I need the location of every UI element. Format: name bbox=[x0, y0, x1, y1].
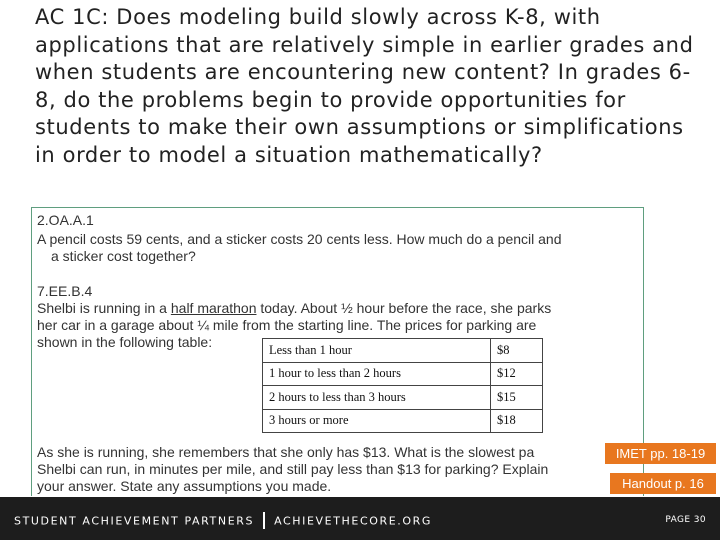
duration-cell: 1 hour to less than 2 hours bbox=[263, 362, 491, 386]
slide-title: AC 1C: Does modeling build slowly across K-8, with applications that are relatively simple in earlier grades and when students are encountering new content? In grades 6-8, do the problems begin to provide opportunities for students to make their own assumptions or simplifications in order to model a situation mathematically? bbox=[35, 5, 694, 167]
problem-2-line-1-start: Shelbi is running in a bbox=[37, 300, 171, 316]
problem-2-question bbox=[37, 444, 637, 495]
problem-1-line-1: A pencil costs 59 cents, and a sticker costs 20 cents less. How much do a pencil and bbox=[37, 231, 562, 247]
problem-1-text bbox=[37, 231, 647, 265]
question-line-2: Shelbi can run, in minutes per mile, and still pay less than $13 for parking? Explain bbox=[37, 461, 549, 477]
price-cell: $12 bbox=[491, 362, 543, 386]
price-cell: $8 bbox=[491, 339, 543, 363]
table-row bbox=[263, 409, 543, 433]
brand-url: ACHIEVETHECORE.ORG bbox=[274, 514, 433, 528]
problem-2-line-1-end: today. About ½ hour before the race, she parks bbox=[256, 300, 552, 316]
problem-1-line-2: a sticker cost together? bbox=[51, 248, 196, 264]
parking-price-table bbox=[262, 338, 543, 433]
brand-divider bbox=[263, 512, 265, 529]
duration-cell: 3 hours or more bbox=[263, 409, 491, 433]
footer-brand bbox=[14, 513, 432, 530]
question-line-1: As she is running, she remembers that she only has $13. What is the slowest pa bbox=[37, 444, 535, 460]
standard-code-2: 7.EE.B.4 bbox=[37, 283, 93, 299]
duration-cell: Less than 1 hour bbox=[263, 339, 491, 363]
price-cell: $18 bbox=[491, 409, 543, 433]
footer-bar bbox=[0, 497, 720, 540]
page-number: PAGE 30 bbox=[665, 515, 706, 525]
problem-2-line-3: shown in the following table: bbox=[37, 334, 213, 350]
question-line-3: your answer. State any assumptions you made. bbox=[37, 478, 332, 494]
table-row bbox=[263, 339, 543, 363]
problem-2-line-2: her car in a garage about ¼ mile from the starting line. The prices for parking are bbox=[37, 317, 537, 333]
imet-badge: IMET pp. 18-19 bbox=[605, 443, 716, 464]
problem-2-line-1 bbox=[37, 300, 637, 317]
duration-cell: 2 hours to less than 3 hours bbox=[263, 386, 491, 410]
table-row bbox=[263, 362, 543, 386]
half-marathon-link[interactable]: half marathon bbox=[170, 300, 257, 316]
handout-badge: Handout p. 16 bbox=[610, 473, 716, 494]
brand-name: STUDENT ACHIEVEMENT PARTNERS bbox=[14, 514, 255, 528]
table-row bbox=[263, 386, 543, 410]
price-cell: $15 bbox=[491, 386, 543, 410]
standard-code-1: 2.OA.A.1 bbox=[37, 212, 94, 228]
